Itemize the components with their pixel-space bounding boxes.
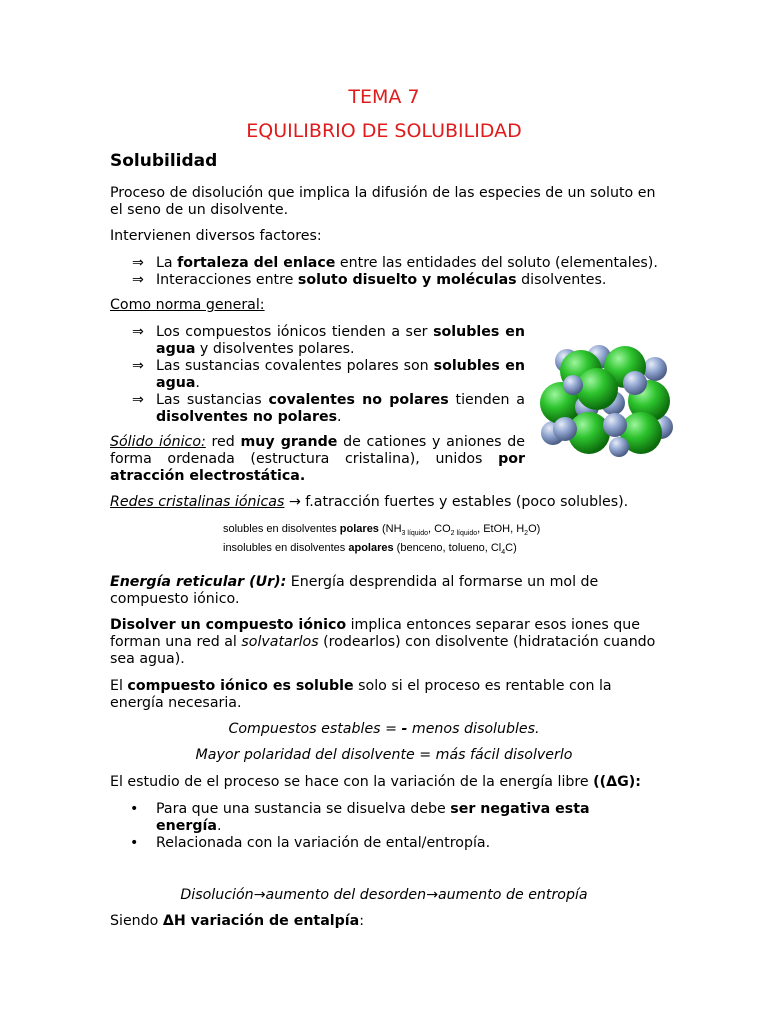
list-item: • Para que una sustancia se disuelva debe ser negativa esta energía. <box>130 801 590 834</box>
paragraph-energia-reticular: Energía reticular (Ur): Energía desprendida al formarse un mol de compuesto iónico. <box>110 574 599 607</box>
insolubles-line: insolubles en disolventes apolares (benceno, tolueno, $Cl_4C$) <box>223 542 517 557</box>
arrow-right-icon: → <box>426 887 438 903</box>
paragraph-siendo: Siendo ΔH variación de entalpía: <box>110 913 365 929</box>
solubles-line: solubles en disolventes polares ($NH_{3 líquido}$, $CO_{2 líquido}$, EtOH, $H_2O$) <box>223 523 541 538</box>
solubles-note <box>223 522 540 560</box>
bullet-icon: • <box>130 835 139 851</box>
doc-title-line1: TEMA 7 <box>348 86 420 108</box>
section-heading: Solubilidad <box>110 151 218 171</box>
list-item: ⇒ Interacciones entre soluto disuelto y moléculas disolventes. <box>132 272 607 288</box>
factors-list <box>132 255 662 289</box>
list-item: • Relacionada con la variación de ental/entropía. <box>130 835 491 851</box>
statement-estables: Compuestos estables = - menos disolubles. <box>228 721 540 737</box>
implies-icon: ⇒ <box>132 255 144 271</box>
delta-g-list <box>132 801 602 852</box>
statement-polaridad: Mayor polaridad del disolvente = más fácil disolverlo <box>195 747 573 763</box>
paragraph-definition: Proceso de disolución que implica la difusión de las especies de un soluto en el seno de un disolvente. <box>110 185 656 218</box>
paragraph-redes: Redes cristalinas iónicas → f.atracción fuertes y estables (poco solubles). <box>110 494 629 510</box>
arrow-right-icon: → <box>253 887 266 903</box>
list-item: ⇒ Los compuestos iónicos tienden a ser solubles en agua y disolventes polares. <box>132 324 525 357</box>
implies-icon: ⇒ <box>132 392 144 408</box>
paragraph-estudio: El estudio de el proceso se hace con la variación de la energía libre ((ΔG): <box>110 774 641 790</box>
paragraph-compuesto-soluble: El compuesto iónico es soluble solo si el proceso es rentable con la energía necesaria. <box>110 678 612 711</box>
paragraph-disolver: Disolver un compuesto iónico implica entonces separar esos iones que forman una red al solvatarlos (rodearlos) con disolvente (hidratación cuando sea agua). <box>110 617 656 667</box>
implies-icon: ⇒ <box>132 324 144 340</box>
bullet-icon: • <box>130 801 139 817</box>
norma-label: Como norma general: <box>110 297 265 313</box>
implies-icon: ⇒ <box>132 272 144 288</box>
paragraph-factors-intro: Intervienen diversos factores: <box>110 228 322 244</box>
list-item: ⇒ Las sustancias covalentes polares son solubles en agua. <box>132 358 525 391</box>
paragraph-solido-ionico: Sólido iónico: red muy grande de cationes y aniones de forma ordenada (estructura cristalina), unidos por atracción electrostática. <box>110 434 526 484</box>
ionic-crystal-image <box>537 341 673 459</box>
implies-icon: ⇒ <box>132 358 144 374</box>
statement-disolucion: Disolución→aumento del desorden→aumento de entropía <box>180 887 588 903</box>
doc-title-line2: EQUILIBRIO DE SOLUBILIDAD <box>246 120 522 142</box>
list-item: ⇒ Las sustancias covalentes no polares tienden a disolventes no polares. <box>132 392 525 425</box>
arrow-right-icon: → <box>284 494 306 510</box>
list-item: ⇒ La fortaleza del enlace entre las entidades del soluto (elementales). <box>132 255 658 271</box>
norma-list <box>132 324 525 426</box>
solido-label: Sólido iónico: <box>110 434 206 450</box>
